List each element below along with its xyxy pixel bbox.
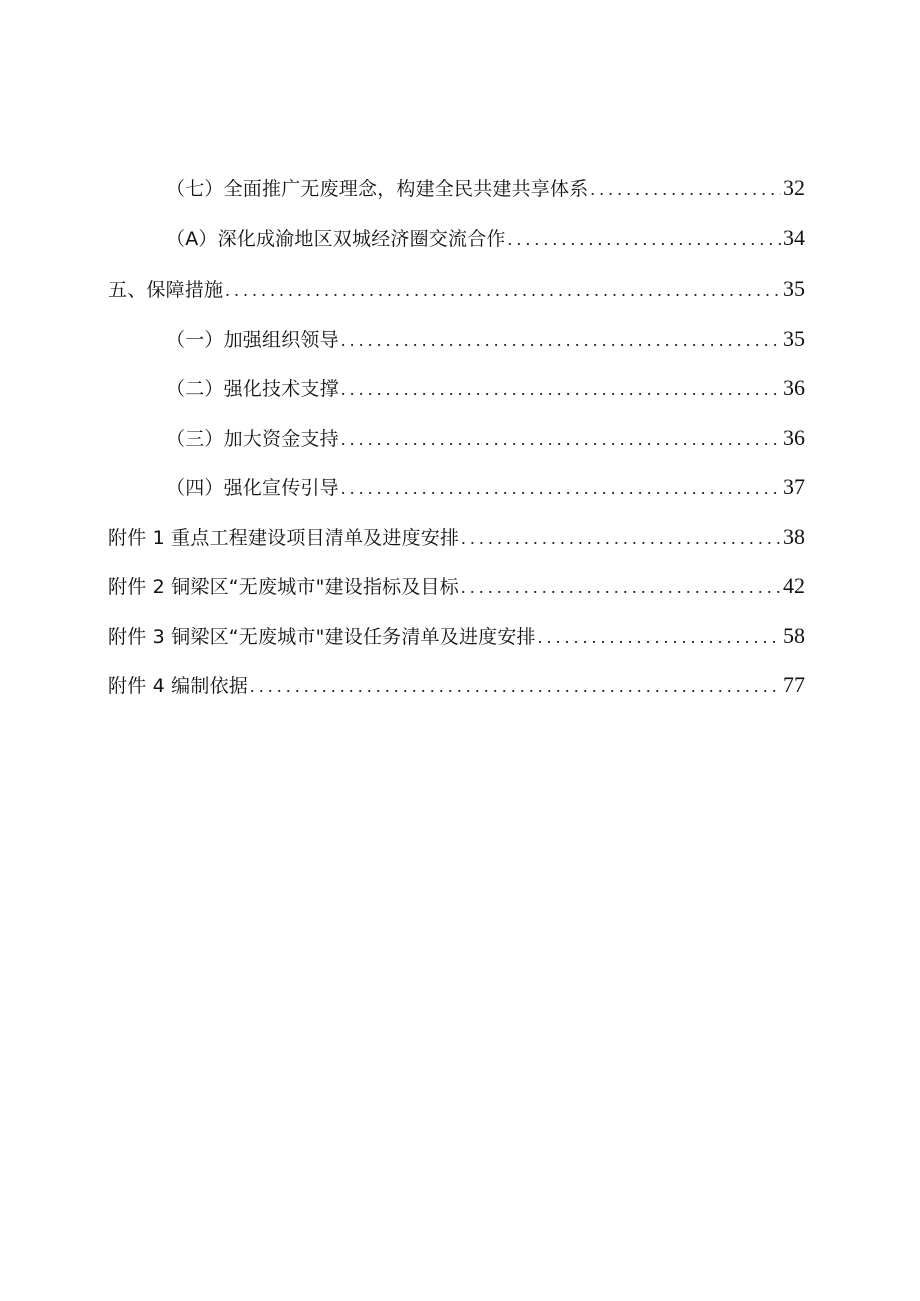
toc-entry[interactable] <box>108 269 805 319</box>
toc-entry[interactable] <box>108 517 805 567</box>
toc-entry-title: （A）深化成渝地区双城经济圈交流合作 <box>166 227 506 250</box>
toc-page-number: 38 <box>783 523 805 549</box>
toc-entry[interactable] <box>108 566 805 616</box>
toc-entry[interactable] <box>108 418 805 468</box>
toc-entry-title: 附件 3 铜梁区“无废城市"建设任务清单及进度安排 <box>108 625 536 648</box>
toc-entry-title: （四）强化宣传引导 <box>166 477 339 499</box>
toc-page-number: 58 <box>783 622 805 648</box>
toc-entry[interactable] <box>108 168 805 218</box>
toc-dot-leader <box>341 419 781 459</box>
toc-dot-leader <box>341 369 781 409</box>
toc-page-number: 77 <box>783 672 805 697</box>
toc-entry[interactable] <box>108 218 805 268</box>
toc-entry[interactable] <box>108 616 805 666</box>
toc-entry-title: （一）加强组织领导 <box>166 328 339 351</box>
toc-entry-title: 附件 2 铜梁区“无废城市"建设指标及目标 <box>108 576 459 598</box>
toc-page-number: 35 <box>783 325 805 351</box>
toc-entry-title: 五、保障措施 <box>108 279 224 301</box>
toc-entry[interactable] <box>108 319 805 369</box>
toc-entry-title: （七）全面推广无废理念，构建全民共建共享体系 <box>166 178 589 200</box>
toc-entry[interactable] <box>108 368 805 418</box>
toc-page-number: 36 <box>783 375 805 400</box>
toc-dot-leader <box>225 270 781 310</box>
toc-page-number: 42 <box>783 573 805 598</box>
toc-page-number: 34 <box>783 224 805 250</box>
toc-entry-title: 附件 1 重点工程建设项目清单及进度安排 <box>108 526 460 549</box>
toc-entry[interactable] <box>108 467 805 517</box>
toc-dot-leader <box>250 666 781 706</box>
toc-entry-title: （三）加大资金支持 <box>166 427 339 450</box>
toc-dot-leader <box>538 617 781 657</box>
toc-page-number: 37 <box>783 474 805 499</box>
toc-dot-leader <box>590 169 781 209</box>
toc-entry-title: （二）强化技术支撑 <box>166 378 339 400</box>
toc-dot-leader <box>341 320 781 360</box>
toc-page-number: 32 <box>783 175 805 200</box>
toc-entry-title: 附件 4 编制依据 <box>108 675 248 697</box>
toc-entry[interactable] <box>108 665 805 715</box>
toc-page-number: 36 <box>783 424 805 450</box>
table-of-contents <box>108 168 805 715</box>
toc-dot-leader <box>461 567 781 607</box>
toc-dot-leader <box>508 219 781 259</box>
toc-dot-leader <box>461 518 781 558</box>
toc-page-number: 35 <box>783 276 805 301</box>
toc-dot-leader <box>341 468 781 508</box>
